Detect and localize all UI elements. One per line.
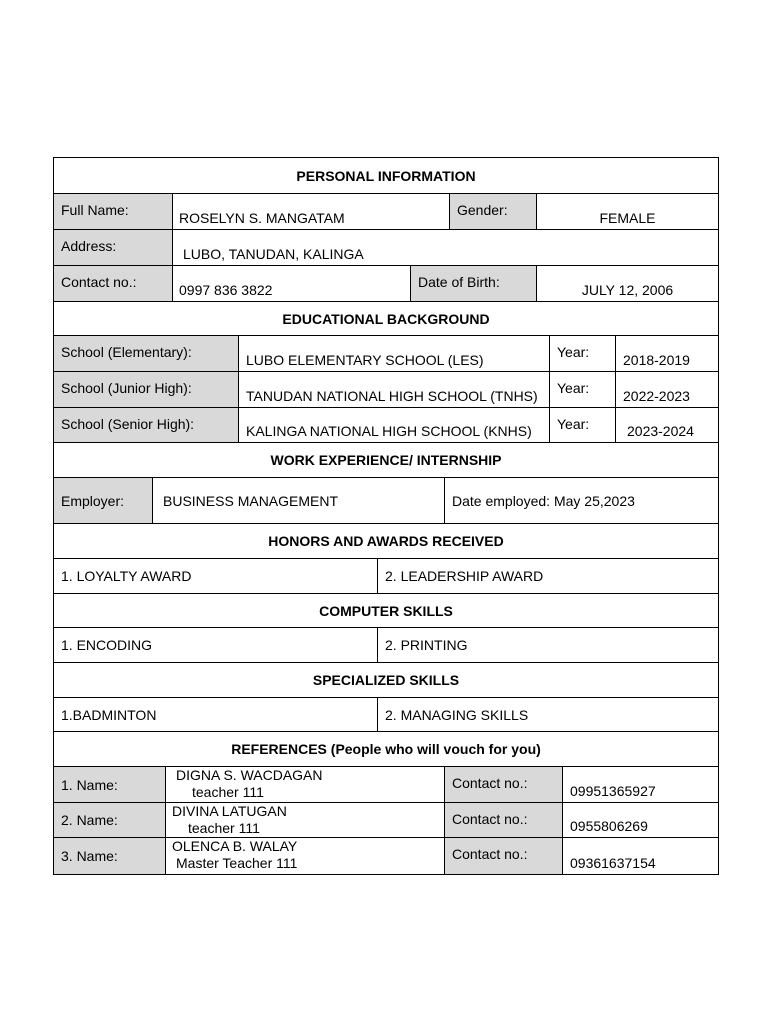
section-header: SPECIALIZED SKILLS — [312, 672, 460, 688]
contact-value-cell — [173, 266, 411, 301]
year-value-cell — [616, 336, 718, 371]
reference-name-cell — [166, 838, 445, 874]
full-name-value-cell — [173, 194, 450, 229]
work-header-row — [54, 443, 718, 478]
reference-row — [54, 838, 718, 874]
full-name-label: Full Name: — [61, 202, 129, 218]
dob-value-cell — [537, 266, 718, 301]
skill-item-cell — [54, 698, 378, 731]
reference-name-cell — [166, 767, 445, 802]
reference-label-cell — [54, 838, 166, 874]
reference-label-cell — [54, 767, 166, 802]
school-value: KALINGA NATIONAL HIGH SCHOOL (KNHS) — [246, 423, 532, 439]
reference-contact-value: 09951365927 — [570, 783, 656, 799]
reference-name: DIVINA LATUGAN — [172, 803, 287, 819]
reference-position: teacher 111 — [188, 820, 260, 836]
reference-position: teacher 111 — [192, 784, 264, 800]
contact-label-cell — [54, 266, 173, 301]
reference-name-cell — [166, 803, 445, 837]
full-name-value: ROSELYN S. MANGATAM — [179, 210, 345, 226]
gender-value-cell — [537, 194, 718, 229]
gender-label-cell — [450, 194, 537, 229]
reference-contact-value-cell — [563, 803, 718, 837]
year-label-cell — [550, 336, 616, 371]
reference-contact-label: Contact no.: — [452, 811, 528, 827]
honor-item: 2. LEADERSHIP AWARD — [385, 568, 544, 584]
address-value: LUBO, TANUDAN, KALINGA — [183, 246, 364, 262]
year-label: Year: — [557, 416, 590, 432]
school-label: School (Junior High): — [61, 380, 192, 396]
employer-value: BUSINESS MANAGEMENT — [163, 492, 339, 509]
year-value: 2023-2024 — [627, 423, 694, 439]
personal-info-header-row — [54, 158, 718, 194]
computer-skills-row — [54, 628, 718, 663]
specialized-skills-row — [54, 698, 718, 732]
date-employed-cell — [445, 478, 718, 523]
skill-item-cell — [54, 628, 378, 662]
reference-label: 1. Name: — [61, 776, 118, 793]
skill-item: 2. PRINTING — [385, 637, 468, 653]
contact-row — [54, 266, 718, 302]
section-header: WORK EXPERIENCE/ INTERNSHIP — [270, 452, 502, 468]
honor-item-cell — [378, 559, 718, 593]
school-label: School (Elementary): — [61, 344, 192, 360]
reference-person — [172, 803, 287, 837]
school-value-cell — [239, 336, 550, 371]
year-label: Year: — [557, 380, 590, 396]
reference-row — [54, 767, 718, 803]
school-value-cell — [239, 372, 550, 407]
education-row — [54, 372, 718, 408]
year-value: 2022-2023 — [623, 388, 690, 404]
reference-label: 3. Name: — [61, 848, 118, 864]
school-value-cell — [239, 408, 550, 442]
section-header: REFERENCES (People who will vouch for you) — [231, 741, 541, 757]
contact-label: Contact no.: — [61, 274, 137, 290]
school-label-cell — [54, 372, 239, 407]
skill-item: 2. MANAGING SKILLS — [385, 706, 529, 723]
school-value: TANUDAN NATIONAL HIGH SCHOOL (TNHS) — [246, 388, 538, 404]
employer-row — [54, 478, 718, 524]
section-header: COMPUTER SKILLS — [319, 602, 453, 619]
honor-item: 1. LOYALTY AWARD — [61, 568, 192, 584]
address-row — [54, 230, 718, 266]
full-name-row — [54, 194, 718, 230]
gender-value: FEMALE — [599, 210, 656, 226]
dob-label: Date of Birth: — [418, 274, 500, 290]
employer-value-cell — [153, 478, 445, 523]
reference-contact-value-cell — [563, 767, 718, 802]
year-label-cell — [550, 372, 616, 407]
reference-contact-label-cell — [445, 803, 563, 837]
year-label-cell — [550, 408, 616, 442]
skill-item-cell — [378, 628, 718, 662]
section-header: EDUCATIONAL BACKGROUND — [282, 310, 490, 327]
year-value: 2018-2019 — [623, 352, 690, 368]
reference-position: Master Teacher 111 — [176, 855, 298, 871]
reference-name: OLENCA B. WALAY — [172, 838, 298, 854]
reference-contact-label: Contact no.: — [452, 775, 528, 791]
section-header: PERSONAL INFORMATION — [296, 167, 476, 184]
reference-person — [176, 767, 323, 801]
school-value: LUBO ELEMENTARY SCHOOL (LES) — [246, 352, 484, 368]
date-employed-value: Date employed: May 25,2023 — [452, 492, 635, 509]
reference-row — [54, 803, 718, 838]
honors-row — [54, 559, 718, 594]
school-label-cell — [54, 336, 239, 371]
contact-value: 0997 836 3822 — [179, 282, 273, 298]
employer-label: Employer: — [61, 492, 125, 509]
dob-value: JULY 12, 2006 — [581, 282, 674, 298]
year-value-cell — [616, 408, 718, 442]
reference-contact-value: 0955806269 — [570, 818, 648, 834]
reference-contact-label-cell — [445, 838, 563, 874]
education-row — [54, 408, 718, 443]
honors-header-row — [54, 524, 718, 559]
resume-form — [53, 157, 719, 875]
school-label-cell — [54, 408, 239, 442]
year-label: Year: — [557, 344, 590, 360]
reference-name: DIGNA S. WACDAGAN — [176, 767, 323, 783]
employer-label-cell — [54, 478, 153, 523]
skill-item: 1. ENCODING — [61, 637, 153, 653]
reference-label-cell — [54, 803, 166, 837]
skill-item-cell — [378, 698, 718, 731]
reference-contact-label-cell — [445, 767, 563, 802]
reference-contact-value: 09361637154 — [570, 855, 656, 871]
full-name-label-cell — [54, 194, 173, 229]
skill-item: 1.BADMINTON — [61, 706, 157, 723]
section-header: HONORS AND AWARDS RECEIVED — [268, 533, 504, 549]
specialized-skills-header-row — [54, 663, 718, 698]
dob-label-cell — [411, 266, 537, 301]
honor-item-cell — [54, 559, 378, 593]
year-value-cell — [616, 372, 718, 407]
reference-person — [172, 838, 297, 872]
education-row — [54, 336, 718, 372]
education-header-row — [54, 302, 718, 336]
school-label: School (Senior High): — [61, 416, 195, 432]
reference-label: 2. Name: — [61, 812, 118, 828]
address-label-cell — [54, 230, 173, 265]
reference-contact-label: Contact no.: — [452, 846, 528, 862]
computer-skills-header-row — [54, 594, 718, 628]
reference-contact-value-cell — [563, 838, 718, 874]
address-value-cell — [173, 230, 718, 265]
references-header-row — [54, 732, 718, 767]
address-label: Address: — [61, 238, 117, 254]
gender-label: Gender: — [457, 202, 508, 218]
